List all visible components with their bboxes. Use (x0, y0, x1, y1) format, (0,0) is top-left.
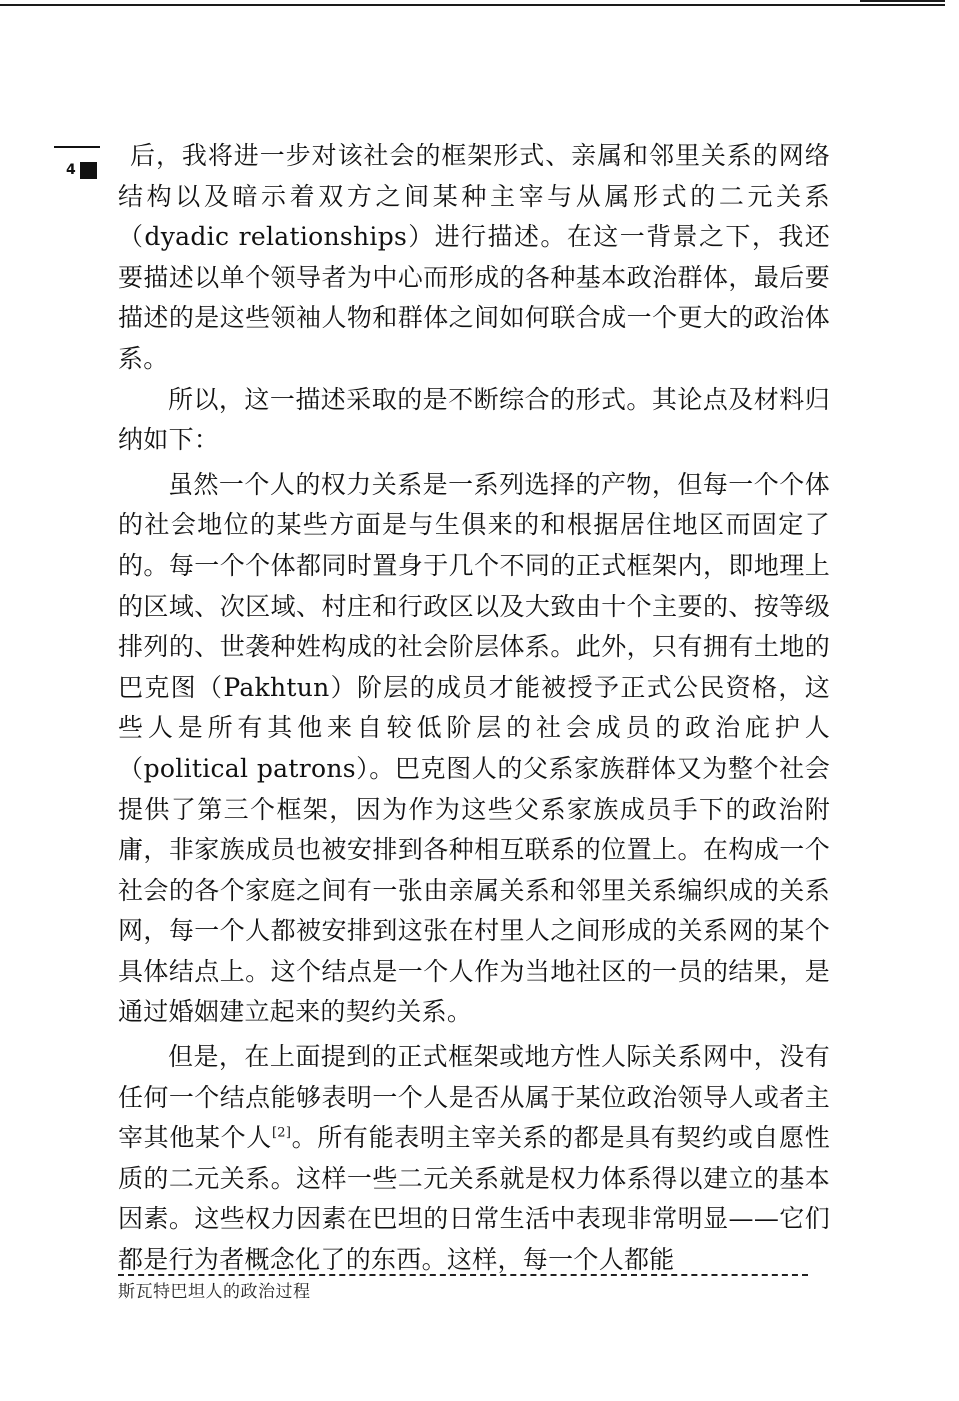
paragraph-4-part-2: 。所有能表明主宰关系的都是具有契约或自愿性质的二元关系。这样一些二元关系就是权力体系得以建立的基本因素。这些权力因素在巴坦的日常生活中表现非常明显——它们都是行为者概念化了的东西。这样，每一个人都能 (118, 1123, 830, 1275)
body-text (118, 136, 830, 1281)
paragraph-4 (118, 1037, 830, 1281)
paragraph-3: 虽然一个人的权力关系是一系列选择的产物，但每一个个体的社会地位的某些方面是与生俱来的和根据居住地区而固定了的。每一个个体都同时置身于几个不同的正式框架内，即地理上的区域、次区域、村庄和行政区以及大致由十个主要的、按等级排列的、世袭种姓构成的社会阶层体系。此外，只有拥有土地的巴克图（Pakhtun）阶层的成员才能被授予正式公民资格，这些人是所有其他来自较低阶层的社会成员的政治庇护人（political patrons）。巴克图人的父系家族群体又为整个社会提供了第三个框架，因为作为这些父系家族成员手下的政治附庸，非家族成员也被安排到各种相互联系的位置上。在构成一个社会的各个家庭之间有一张由亲属关系和邻里关系编织成的关系网，每一个人都被安排到这张在村里人之间形成的关系网的某个具体结点上。这个结点是一个人作为当地社区的一员的结果，是通过婚姻建立起来的契约关系。 (118, 469, 830, 1027)
paragraph-4-part-1: 但是，在上面提到的正式框架或地方性人际关系网中，没有任何一个结点能够表明一个人是否从属于某位政治领导人或者主宰其他某个人 (118, 1042, 830, 1153)
paragraph-1: 后，我将进一步对该社会的框架形式、亲属和邻里关系的网络结构以及暗示着双方之间某种主宰与从属形式的二元关系（dyadic relationships）进行描述。在这一背景之下，我还要描述以单个领导者为中心而形成的各种基本政治群体，最后要描述的是这些领袖人物和群体之间如何联合成一个更大的政治体系。 (118, 141, 830, 373)
footer-rule (118, 1274, 808, 1276)
page-marker-dash (54, 146, 100, 148)
top-rule-fragment (860, 0, 945, 2)
top-rule (0, 4, 945, 6)
footer-book-title: 斯瓦特巴坦人的政治过程 (118, 1282, 311, 1302)
page-marker-square-icon (80, 162, 97, 179)
paragraph-2: 所以，这一描述采取的是不断综合的形式。其论点及材料归纳如下： (118, 384, 830, 455)
footnote-reference: [2] (271, 1125, 292, 1141)
page-number-marker (54, 146, 102, 186)
page-number: 4 (66, 162, 76, 178)
